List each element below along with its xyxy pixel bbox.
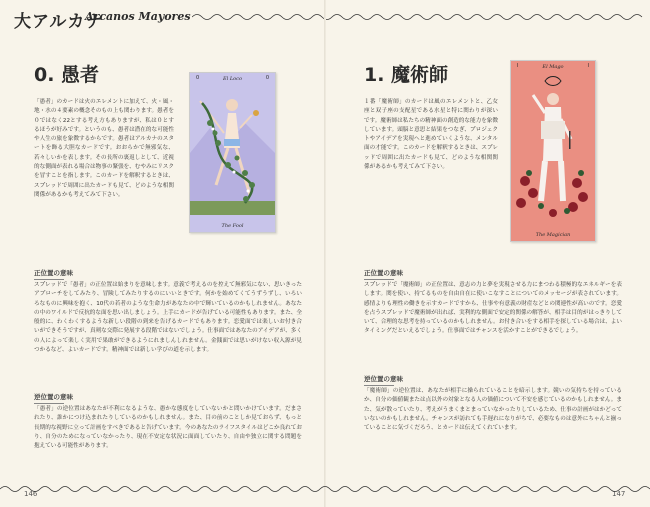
magician-illustration bbox=[511, 61, 595, 241]
fool-card-number: 0 bbox=[196, 75, 200, 81]
magician-card-number: I bbox=[517, 63, 519, 69]
magician-upright-text: スプレッドで「魔術師」の正位置は、意志の力と夢を実現させる力にまつわる積極的なエネルギーを表します。関を使い、持てるものを自由自在に使いこなすことについてのメッセージが表されています。感情よりも理性の働きを示すカードですから、仕事や有意義の財産などとの関連性が高いのです。恋愛を占うスプレッドで魔術師が出れば、実利的な側面で安定的関係の解答が、相手は目的がはっきりしていて、合理的な思考を持っているのかもしれません。お付き合いをする相手を探している場合は、よいタイミングだといえるでしょう。仕事面ではチャンスを活かすことができるでしょう。 bbox=[364, 282, 622, 335]
magician-card-number-right: I bbox=[587, 63, 589, 69]
magician-upright-heading: 正位置の意味 bbox=[364, 268, 403, 280]
fool-reversed-heading: 逆位置の意味 bbox=[34, 392, 73, 404]
page-gutter bbox=[324, 0, 326, 507]
fool-reversed-text: 「愚者」の逆位置はあなたが不利になるような、愚かな態度をしていないかと問いかけています。だまされたり、誰かにつけ込まれたりしているのかもしれません。また、目の前のことしか見ておらず、もっと長期的な視野に立って計画をすべきであると告げています。今のあなたのライフスタイルはどこか良れており、自分のためになっていなかったり、現在不安定な状況に面面していたり、自由や独立に関する問題を抱えている可能性があります。 bbox=[34, 406, 302, 450]
magician-card-top-label: El Mago bbox=[542, 64, 564, 70]
fool-intro-text: 「愚者」のカードは火のエレメントに加えて、火・風・地・水の４要素の概念そのもの上も関わります。愚者を０ではなく22とする考え方もありますが、私は０とするほうが好みです。というのも、愚者は潜在的な可能性や人生の旅を象徴するからです。愚者はアルカナのスタートを飾る大胆なカードです。おおらかで無邪気な、若々しいかを表します。その長所の裏返しとして、近視的な側面が表れる場合は物事の緊張を、むやみにリスクを冒すことを指します。このカードを解釈するときは、スプレッドで周囲に出たカードも見て、どのような相関関係があるかも考えてみて下さい。 bbox=[34, 99, 174, 198]
decorative-border-bottom bbox=[0, 484, 650, 494]
fool-upright-text: スプレッドで「愚者」の正位置は始まりを意味します。意義で考えるのを控えて無邪気にない、思いきったアプローチをしてみたり、冒険してみたりするのにいいときです。何かを始めてくてうずうずし、いろいろなものに興味を抱く、10代の若者のような生命力があなたの中で輝いているのかもしれません。あなたの中のワイルドで反抗的な面を思い出しましょう。上手にカードが告げている可能性もあります。また、全般的に、わくわくするような新しい段階の到来を告げるカードでもあります。恋愛面では楽しいお付き合いができそうですが、真剣な交際に発展する段階ではないでしょう。仕事面ではあなたのアイデアが、多くの人によって楽しく実用で果敢ができるようにれましんしれません。金銭面では思いがけない収入源が見つかるなど、よいカードです。精神面では新しい学びの道を示します。 bbox=[34, 282, 302, 354]
fool-card-number-right: 0 bbox=[265, 75, 269, 81]
magician-intro-text: １番「魔術師」のカードは風のエレメントと、乙女座と双子座の支配星である水星と特に関わりが深いです。魔術師は私たちの精神面の創造的な能力を象徴しています。頭脳と意思と結果をつなぎ、プロジェクトやアイデアを実現へと進めていくような、メンタル面の才能です。このカードを解釈するときは、スプレッドで周囲に出たカードも見て、どのような相関関係があるかも考えてみて下さい。 bbox=[364, 99, 498, 171]
fool-upright-heading: 正位置の意味 bbox=[34, 268, 73, 280]
decorative-border-top bbox=[192, 12, 650, 22]
fool-title: 0. 愚者 bbox=[34, 64, 100, 86]
fool-card-top-label: El Loco bbox=[223, 76, 242, 82]
chapter-title: 大アルカナ bbox=[14, 12, 104, 32]
fool-tarot-card bbox=[189, 72, 276, 233]
page-number-left: 146 bbox=[24, 490, 38, 498]
fool-card-bottom-label: The Fool bbox=[221, 223, 244, 229]
magician-reversed-text: 「魔術師」の逆位置は、あなたが相手に操られていることを暗示します。競いの気持ちを持っているか、自分の価値観または点以外の対象となる人の価値について不安を感じているのかもしれません。また、気が散っていたり、考えがうまくまとまっていなかったりしているため、仕事の計画がはかどっていないのかもしれません。チャンスが訪れても手遅れになりがちで、必要なものは意外にちゃんと揃っていることに気づくだろう、とカードは伝えてくれています。 bbox=[364, 388, 622, 432]
magician-tarot-card bbox=[510, 60, 596, 242]
page-number-right: 147 bbox=[612, 490, 626, 498]
magician-reversed-heading: 逆位置の意味 bbox=[364, 374, 403, 386]
magician-title: 1. 魔術師 bbox=[364, 64, 449, 86]
magician-card-bottom-label: The Magician bbox=[535, 232, 571, 238]
chapter-subtitle: Arcanos Mayores bbox=[85, 10, 191, 23]
fool-illustration bbox=[190, 73, 275, 232]
